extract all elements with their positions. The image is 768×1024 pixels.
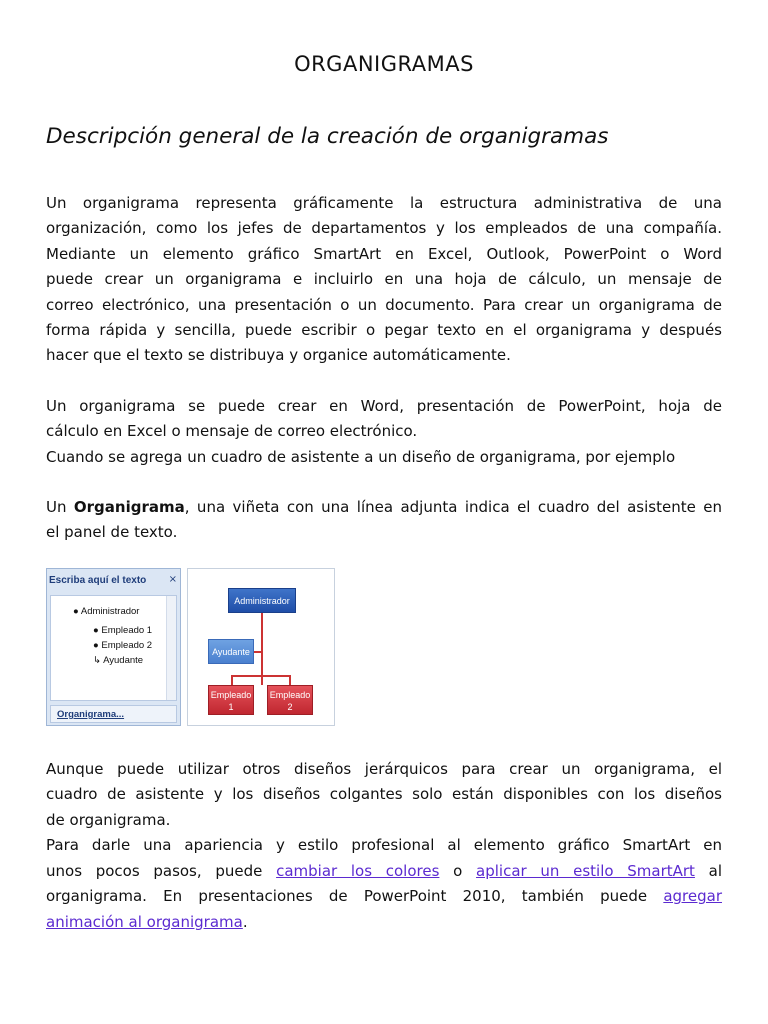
paragraph-styles — [46, 859, 722, 935]
section-heading: Descripción general de la creación de organigramas — [46, 124, 609, 149]
bullet-item[interactable]: ● Empleado 1 — [93, 625, 153, 636]
text-pane-footer-link[interactable]: Organigrama... — [50, 705, 177, 723]
connector-line — [231, 675, 233, 685]
text-line: de organigrama. — [46, 810, 171, 829]
text-line: unos pocos pasos, puede cambiar los colores o aplicar un estilo SmartArt al — [46, 862, 723, 880]
text-line: animación al organigrama. — [46, 912, 248, 931]
text-pane-title: Escriba aquí el texto — [49, 575, 147, 586]
close-icon[interactable]: × — [168, 574, 177, 585]
bullet-item[interactable]: ↳ Ayudante — [93, 655, 144, 666]
org-chart-canvas — [187, 568, 335, 726]
text-line: Aunque puede utilizar otros diseños jerárquicos para crear un organigrama, el — [46, 760, 722, 778]
link-apply-smartart-style[interactable]: aplicar un estilo SmartArt — [476, 862, 695, 880]
link-add-animation[interactable]: agregar — [663, 887, 722, 906]
connector-line — [254, 651, 262, 653]
bullet-item[interactable]: ● Empleado 2 — [93, 640, 153, 651]
bold-term: Organigrama — [73, 498, 185, 516]
smartart-figure — [46, 568, 336, 728]
connector-line — [231, 675, 291, 677]
text-line: forma rápida y sencilla, puede escribir o pegar texto en el organigrama y después — [46, 321, 722, 340]
text-line: puede crear un organigrama e incluirlo en una hoja de cálculo, un mensaje de — [46, 270, 722, 289]
text-pane — [46, 568, 181, 726]
assistant-connector-icon: ↳ — [93, 655, 101, 666]
text-line: cálculo en Excel o mensaje de correo electrónico. — [46, 422, 418, 441]
text-line: el panel de texto. — [46, 523, 178, 542]
text-line: Un organigrama representa gráficamente la estructura administrativa de una — [46, 194, 722, 212]
connector-line — [289, 675, 291, 685]
node-employee-1[interactable]: Empleado 1 — [208, 685, 254, 715]
text-line: cuadro de asistente y los diseños colgantes solo están disponibles con los diseños — [46, 785, 722, 804]
paragraph-intro — [46, 191, 722, 369]
node-employee-2[interactable]: Empleado 2 — [267, 685, 313, 715]
paragraph-assistant — [46, 495, 722, 546]
paragraph-layouts — [46, 757, 722, 859]
text-line: Para darle una apariencia y estilo profesional al elemento gráfico SmartArt en — [46, 836, 722, 855]
text-line: correo electrónico, una presentación o un documento. Para crear un organigrama de — [46, 295, 722, 314]
text-line: organigrama. En presentaciones de PowerPoint 2010, también puede agregar — [46, 887, 722, 906]
text-line: organización, como los jefes de departamentos y los empleados de una compañía. — [46, 219, 722, 238]
page-title: ORGANIGRAMAS — [294, 52, 474, 76]
node-administrator[interactable]: Administrador — [228, 588, 296, 613]
bullet-item[interactable]: ● Administrador — [73, 606, 140, 617]
link-add-animation[interactable]: animación al organigrama — [46, 912, 243, 931]
text-line — [46, 495, 722, 520]
scrollbar[interactable] — [166, 596, 176, 700]
text-rest: , una viñeta con una línea adjunta indica el cuadro del asistente en — [184, 498, 722, 516]
text-line: hacer que el texto se distribuya y organice automáticamente. — [46, 346, 511, 365]
text-line: Cuando se agrega un cuadro de asistente a un diseño de organigrama, por ejemplo — [46, 447, 676, 466]
text-line: Mediante un elemento gráfico SmartArt en Excel, Outlook, PowerPoint o Word — [46, 244, 722, 263]
text-prefix: Un — [46, 498, 74, 516]
text-line: Un organigrama se puede crear en Word, presentación de PowerPoint, hoja de — [46, 397, 722, 415]
paragraph-creation — [46, 394, 722, 470]
node-assistant[interactable]: Ayudante — [208, 639, 254, 664]
link-change-colors[interactable]: cambiar los colores — [276, 862, 440, 880]
text-pane-body — [50, 595, 177, 701]
